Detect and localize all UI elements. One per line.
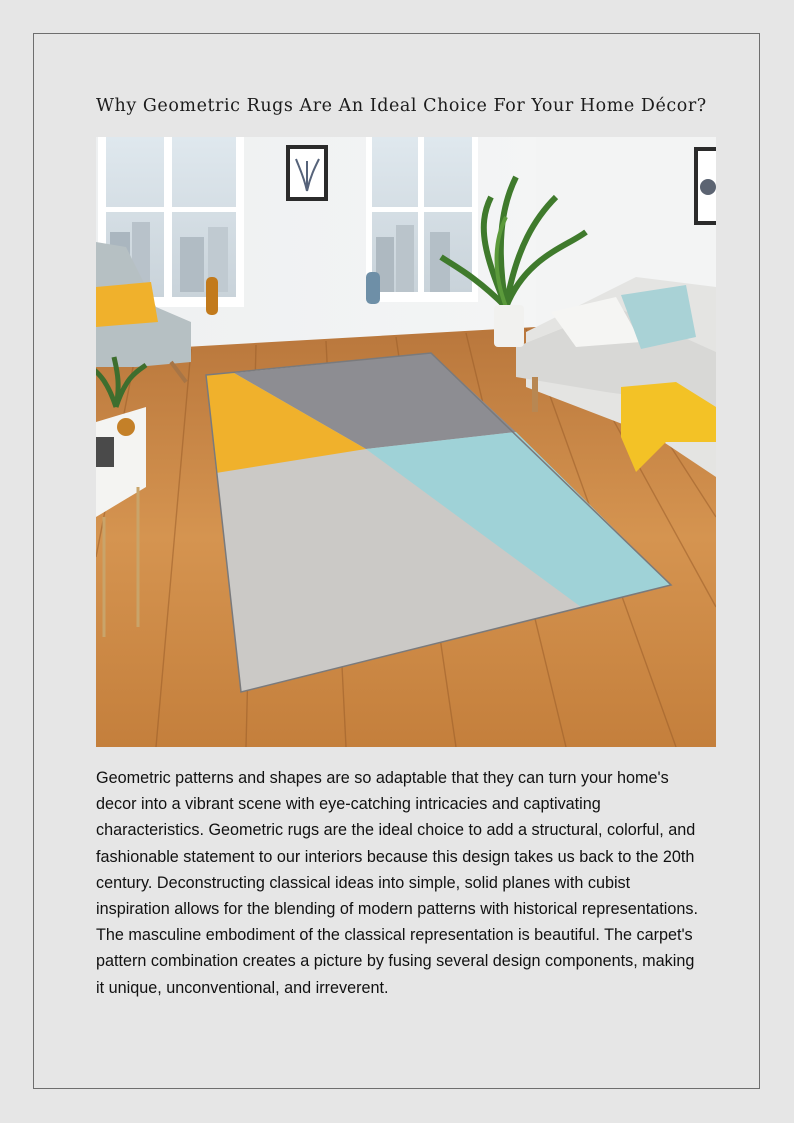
amber-vase (206, 277, 218, 315)
right-window (366, 137, 478, 302)
wall-art-frame-right (694, 147, 716, 225)
blue-vase (366, 272, 380, 304)
page-title: Why Geometric Rugs Are An Ideal Choice For Your Home Décor? (96, 96, 707, 116)
living-room-rug-photo (96, 137, 716, 747)
wall-art-frame (286, 145, 328, 201)
article-body: Geometric patterns and shapes are so adaptable that they can turn your home's decor into a vibrant scene with eye-catching intricacies and captivating characteristics. Geometric rugs are the ideal choice to add a structural, colorful, and fashionable statement to our interiors because this design takes us back to the 20th century. Deconstructing classical ideas into simple, solid planes with cubist inspiration allows for the blending of modern patterns with historical representations. The masculine embodiment of the classical representation is beautiful. The carpet's pattern combination creates a picture by fusing several design components, making it unique, unconventional, and irreverent. (96, 769, 698, 997)
